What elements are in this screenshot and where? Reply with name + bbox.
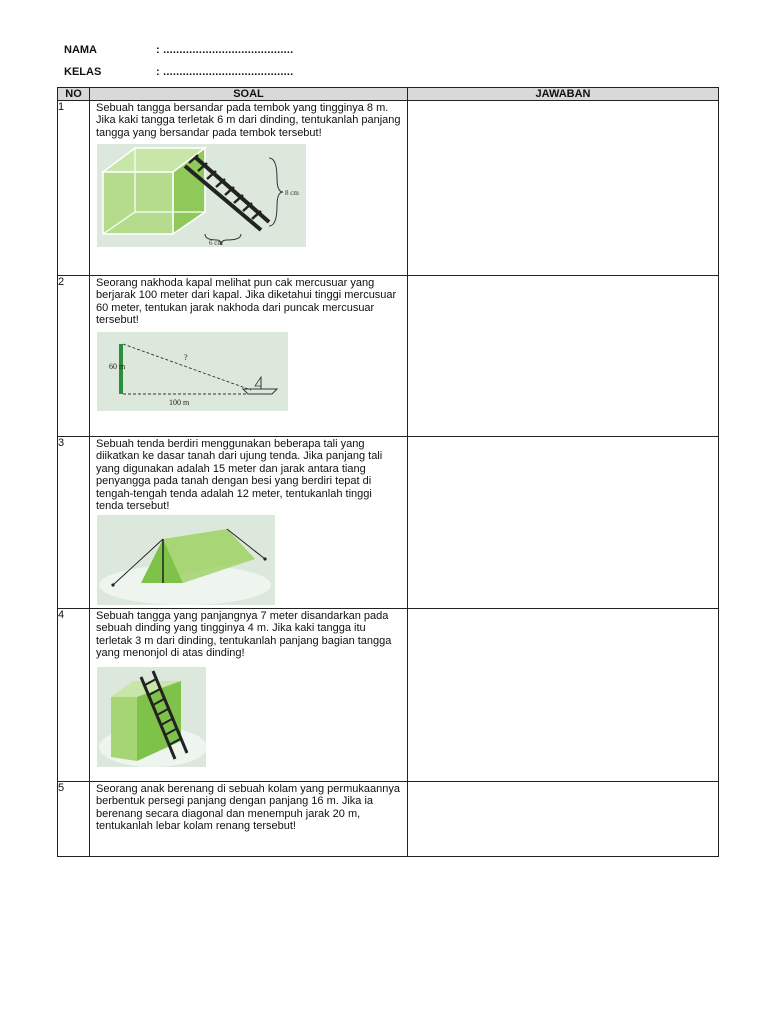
height-label: 60 m (109, 361, 126, 371)
worksheet-table (57, 87, 719, 857)
height-label: 8 cm (285, 189, 299, 198)
question-cell (90, 437, 408, 609)
answer-cell[interactable] (408, 782, 719, 857)
name-label: NAMA (64, 44, 97, 56)
answer-cell[interactable] (408, 437, 719, 609)
question-number: 2 (58, 276, 90, 437)
distance-label: 100 m (169, 397, 190, 407)
class-blank[interactable]: : ........................................ (156, 66, 294, 78)
question-text: Seorang nakhoda kapal melihat pun cak mercusuar yang berjarak 100 meter dari kapal. Jika diketahui tinggi mercusuar 60 meter, tentukan jarak nakhoda dari puncak mercusuar tersebut! (96, 277, 397, 327)
question-row-2 (58, 276, 719, 437)
question-row-3 (58, 437, 719, 609)
question-cell (90, 782, 408, 857)
question-number: 1 (58, 101, 90, 276)
question-text: Sebuah tangga bersandar pada tembok yang tingginya 8 m. Jika kaki tangga terletak 6 m dari dinding, tentukanlah panjang tangga yang bersandar pada tembok tersebut! (96, 102, 401, 139)
answer-cell[interactable] (408, 609, 719, 782)
answer-cell[interactable] (408, 276, 719, 437)
col-header-soal: SOAL (90, 88, 408, 101)
answer-cell[interactable] (408, 101, 719, 276)
ladder-wall-figure (97, 144, 306, 247)
question-cell (90, 276, 408, 437)
lighthouse-boat-figure (97, 332, 288, 411)
name-blank[interactable]: : ........................................ (156, 44, 294, 56)
question-cell (90, 609, 408, 782)
col-header-jawaban: JAWABAN (408, 88, 719, 101)
question-text: Seorang anak berenang di sebuah kolam yang permukaannya berbentuk persegi panjang dengan panjang 16 m. Jika ia berenang secara diagonal dan menempuh jarak 20 m, tentukanlah lebar kolam renang tersebut! (96, 783, 400, 833)
question-text: Sebuah tenda berdiri menggunakan beberapa tali yang diikatkan ke dasar tanah dari ujung tenda. Jika panjang tali yang digunakan adalah 15 meter dan jarak antara tiang penyangga pada tanah dengan besi yang berdiri tepat di tengah-tengah tenda adalah 12 meter, tentukanlah tinggi tenda tersebut! (96, 438, 383, 513)
class-label: KELAS (64, 66, 102, 78)
question-row-1 (58, 101, 719, 276)
question-row-5 (58, 782, 719, 857)
question-row-4 (58, 609, 719, 782)
ladder-over-wall-figure (97, 667, 206, 767)
question-text: Sebuah tangga yang panjangnya 7 meter disandarkan pada sebuah dinding yang tingginya 4 m. Jika kaki tangga itu terletak 3 m dari dinding, tentukanlah panjang bagian tangga yang menonjol di atas dinding! (96, 610, 392, 660)
col-header-no: NO (58, 88, 90, 101)
question-number: 3 (58, 437, 90, 609)
question-number: 4 (58, 609, 90, 782)
question-cell (90, 101, 408, 276)
table-header-row (58, 88, 719, 101)
question-number: 5 (58, 782, 90, 857)
base-label: 6 cm (209, 239, 223, 248)
unknown-label: ? (184, 352, 188, 362)
tent-figure (97, 515, 275, 605)
